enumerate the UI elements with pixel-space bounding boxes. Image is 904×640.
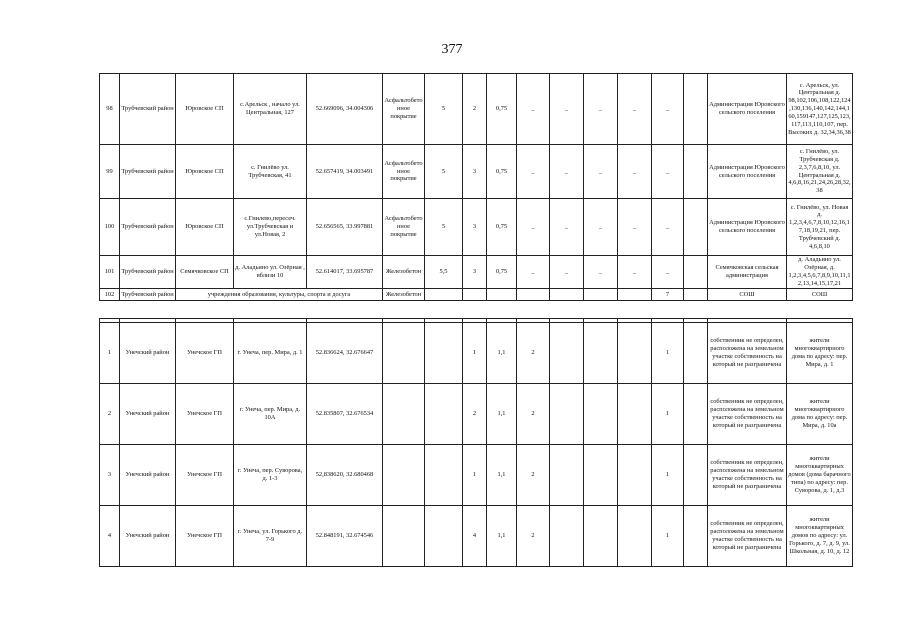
row-number-cell: 2 [100,384,120,445]
empty-cell [584,506,618,567]
district-cell: Трубчевский район [120,199,176,256]
area-cell: 5 [425,74,463,145]
dash-cell: _ [584,74,618,145]
container-count-cell: 1 [463,323,487,384]
empty-cell [584,289,618,301]
owner-cell: Администрация Юровского сельского поселения [708,199,787,256]
empty-cell [383,323,425,384]
address-cell: г. Унеча, пер. Мира, д. 1 [234,323,307,384]
value-cell: 1 [652,384,684,445]
address-cell: г. Унеча, ул. Горького д. 7-9 [234,506,307,567]
empty-cell [618,506,652,567]
container-count-cell: 2 [463,384,487,445]
empty-cell [684,74,708,145]
owner-cell: собственник не определен, расположена на земельном участке собственность на который не разграничена [708,384,787,445]
empty-cell [618,289,652,301]
container-count-cell: 2 [463,74,487,145]
area-cell: 5 [425,199,463,256]
row-number-cell: 1 [100,323,120,384]
container-count-cell: 4 [463,506,487,567]
waste-sources-cell: СОШ [787,289,853,301]
dash-cell: _ [618,145,652,199]
dash-cell: _ [652,145,684,199]
dash-cell: _ [517,199,550,256]
table-row [100,384,853,445]
owner-cell: собственник не определен, расположена на земельном участке собственность на который не разграничена [708,445,787,506]
settlement-cell: Унечское ГП [176,506,234,567]
empty-cell [618,445,652,506]
table-row [100,323,853,384]
page-number: 377 [441,42,463,57]
empty-cell [463,289,487,301]
dash-cell: _ [517,74,550,145]
empty-cell [425,506,463,567]
empty-cell [684,323,708,384]
surface-cell: Железобетон [383,289,425,301]
empty-cell [550,323,584,384]
value-cell: 2 [517,506,550,567]
coordinates-cell: 52.614017, 33.695787 [307,256,383,289]
address-cell: с. Гнилёво ул. Трубчевская, 41 [234,145,307,199]
value-cell: 1 [652,506,684,567]
containers-table-trubchevsk [99,73,853,301]
container-volume-cell: 0,75 [487,256,517,289]
table-row [100,256,853,289]
district-cell: Унечский район [120,384,176,445]
empty-cell [684,199,708,256]
container-volume-cell: 1,1 [487,445,517,506]
empty-cell [684,256,708,289]
address-cell: г. Унеча, пер. Суворова, д. 1-3 [234,445,307,506]
row-number-cell: 101 [100,256,120,289]
district-cell: Трубчевский район [120,256,176,289]
dash-cell: _ [618,256,652,289]
waste-sources-cell: с. Гнилёво, ул. Трубчевская д. 2,3,7,6,8,10, ул. Центральная д. 4,6,8,16,21,24,26,28,32, 38 [787,145,853,199]
settlement-cell: Юровское СП [176,145,234,199]
empty-cell [383,384,425,445]
container-count-cell: 1 [463,445,487,506]
waste-sources-cell: с. Гнилёво, ул. Новая д. 1,2,3,4,6,7,8,10,12,16,17,18,19,21, пер. Трубчевский д. 4,6,8,10 [787,199,853,256]
district-cell: Унечский район [120,445,176,506]
empty-cell [684,289,708,301]
dash-cell: _ [517,256,550,289]
empty-cell [584,384,618,445]
coordinates-cell: 52.656565, 33.997881 [307,199,383,256]
settlement-cell: Унечское ГП [176,384,234,445]
empty-cell [684,384,708,445]
owner-cell: собственник не определен, расположена на земельном участке собственность на который не разграничена [708,323,787,384]
dash-cell: _ [550,256,584,289]
settlement-cell: Юровское СП [176,74,234,145]
container-volume-cell: 1,1 [487,323,517,384]
dash-cell: _ [517,145,550,199]
empty-cell [425,445,463,506]
empty-cell [550,506,584,567]
row-number-cell: 3 [100,445,120,506]
dash-cell: _ [550,145,584,199]
empty-cell [517,289,550,301]
container-count-cell: 3 [463,199,487,256]
settlement-cell: Семячковское СП [176,256,234,289]
dash-cell: _ [584,145,618,199]
coordinates-cell: 52.836624, 32.676647 [307,323,383,384]
container-count-cell: 3 [463,256,487,289]
value-cell: 2 [517,445,550,506]
dash-cell: _ [652,74,684,145]
row-number-cell: 98 [100,74,120,145]
address-cell: г. Унеча, пер. Мира, д. 10А [234,384,307,445]
waste-sources-cell: жители многоквартирного дома по адресу: пер. Мира, д. 10а [787,384,853,445]
dash-cell: _ [618,74,652,145]
coordinates-cell: 52,838620, 32.680468 [307,445,383,506]
district-cell: Трубчевский район [120,289,176,301]
table-row [100,289,853,301]
settlement-merged-cell: учреждения образования, культуры, спорта и досуга [176,289,383,301]
container-volume-cell: 0,75 [487,199,517,256]
waste-sources-cell: жители многоквартирных домов по адресу: ул. Горького, д. 7, д. 9, ул. Школьная, д. 10, д. 12 [787,506,853,567]
area-cell: 5 [425,145,463,199]
empty-cell [425,323,463,384]
empty-cell [550,384,584,445]
empty-cell [584,323,618,384]
container-volume-cell: 0,75 [487,145,517,199]
empty-cell [550,445,584,506]
settlement-cell: Унечское ГП [176,445,234,506]
waste-sources-cell: с. Арельск, ул. Центральная д. 98,102,106,108,122,124,130,136,140,142,144,160,159147,127,125,123,117,113,110,107, пер. Высоких д. 32,34,36,38 [787,74,853,145]
waste-sources-cell: жители многоквартирных домов (дома барачного типа) по адресу: пер. Суворова, д. 1, д.3 [787,445,853,506]
address-cell: с.Гнилево,пересеч. ул.Трубчевская и ул.Новая, 2 [234,199,307,256]
row-number-cell: 100 [100,199,120,256]
table-row [100,145,853,199]
waste-sources-cell: жители многоквартирного дома по адресу: пер. Мира, д. 1 [787,323,853,384]
dash-cell: _ [652,256,684,289]
district-cell: Трубчевский район [120,145,176,199]
dash-cell: _ [550,74,584,145]
value-cell: 2 [517,323,550,384]
coordinates-cell: 52.657419, 34.003491 [307,145,383,199]
owner-cell: Администрация Юровского сельского поселения [708,145,787,199]
value-cell: 2 [517,384,550,445]
container-volume-cell: 1,1 [487,384,517,445]
area-cell: 5,5 [425,256,463,289]
coordinates-cell: 52.848191, 32.674546 [307,506,383,567]
district-cell: Унечский район [120,323,176,384]
value-cell: 1 [652,445,684,506]
container-volume-cell: 0,75 [487,74,517,145]
owner-cell: Администрация Юровского сельского поселения [708,74,787,145]
empty-cell [684,445,708,506]
table-row [100,74,853,145]
table-row [100,445,853,506]
dash-cell: _ [584,256,618,289]
owner-cell: Семячковская сельская администрация [708,256,787,289]
row-number-cell: 4 [100,506,120,567]
empty-cell [487,289,517,301]
empty-cell [684,145,708,199]
empty-cell [618,384,652,445]
empty-cell [618,323,652,384]
count-cell: 7 [652,289,684,301]
empty-cell [684,506,708,567]
address-cell: д. Аладьино ул. Озёрная , вблизи 10 [234,256,307,289]
dash-cell: _ [584,199,618,256]
surface-cell: Асфальтобетонное покрытие [383,74,425,145]
row-number-cell: 102 [100,289,120,301]
empty-cell [383,445,425,506]
district-cell: Унечский район [120,506,176,567]
empty-cell [584,445,618,506]
surface-cell: Асфальтобетонное покрытие [383,199,425,256]
owner-cell: собственник не определен, расположена на земельном участке собственность на который не разграничена [708,506,787,567]
waste-sources-cell: д. Аладьино ул. Озёрная, д. 1,2,3,4,5,6,7,8,9,10,11,12,13,14,15,17,21 [788,256,851,287]
containers-table-unecha [99,318,853,567]
table-row [100,506,853,567]
surface-cell: Асфальтобетонное покрытие [383,145,425,199]
owner-cell: СОШ [708,289,787,301]
address-cell: с.Арельск , начало ул. Центральная, 127 [234,74,307,145]
coordinates-cell: 52.669096, 34.004306 [307,74,383,145]
empty-cell [425,289,463,301]
settlement-cell: Унечское ГП [176,323,234,384]
empty-cell [425,384,463,445]
empty-cell [550,289,584,301]
surface-cell: Железобетон [383,256,425,289]
dash-cell: _ [618,199,652,256]
dash-cell: _ [550,199,584,256]
value-cell: 1 [652,323,684,384]
coordinates-cell: 52.835807, 32.676534 [307,384,383,445]
district-cell: Трубчевский район [120,74,176,145]
empty-cell [383,506,425,567]
table-row [100,199,853,256]
row-number-cell: 99 [100,145,120,199]
settlement-cell: Юровское СП [176,199,234,256]
dash-cell: _ [652,199,684,256]
container-count-cell: 3 [463,145,487,199]
container-volume-cell: 1,1 [487,506,517,567]
